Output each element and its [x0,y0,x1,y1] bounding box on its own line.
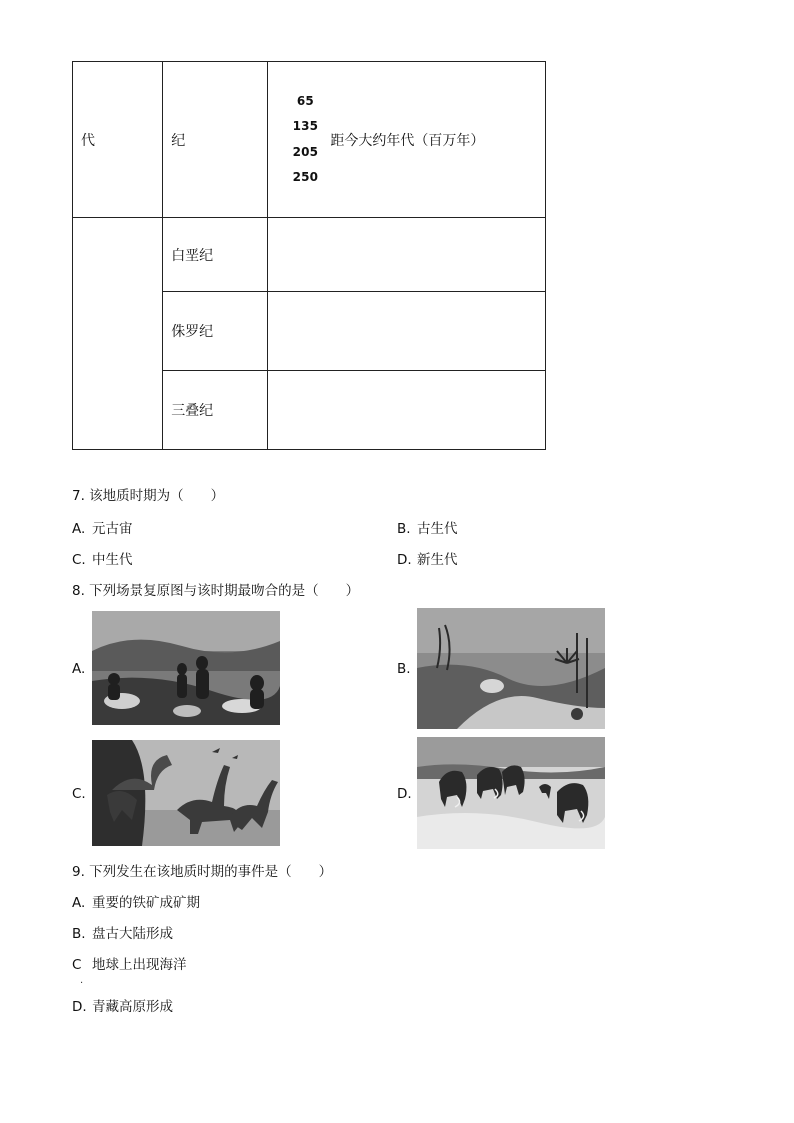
period-cell: 侏罗纪 [163,292,268,371]
period-cell: 三叠纪 [163,371,268,450]
q7-option-b[interactable] [397,520,458,538]
option-text: 中生代 [92,552,133,568]
mammoth-herd-image[interactable] [417,737,605,849]
q9-option-c[interactable] [72,956,187,974]
option-text: 新生代 [417,552,458,568]
option-letter: D. [397,552,412,568]
option-text: 青藏高原形成 [92,999,173,1015]
years-cell-empty [268,292,546,371]
option-text: 地球上出现海洋 [92,957,187,973]
geologic-time-table [72,61,546,450]
option-letter: C [72,957,82,973]
years-cell-empty [268,371,546,450]
q9-option-a[interactable] [72,894,200,912]
dinosaur-illustration [92,740,280,846]
stray-mark: . [80,975,84,986]
q9-option-b[interactable] [72,925,173,943]
sea-floor-illustration [417,608,605,729]
year-tick: 135 [292,119,319,133]
years-cell-empty [268,218,546,292]
q7-stem: 7. 该地质时期为（ ） [72,488,225,504]
q7-option-c[interactable] [72,551,133,569]
q9-stem: 9. 下列发生在该地质时期的事件是（ ） [72,864,333,880]
q7-option-a[interactable] [72,520,133,538]
option-letter: A. [72,895,86,911]
q7-option-d[interactable] [397,551,458,569]
option-letter: B. [72,926,86,942]
option-text: 盘古大陆形成 [92,926,173,942]
ancient-sea-floor-image[interactable] [417,608,605,729]
q8-stem: 8. 下列场景复原图与该时期最吻合的是（ ） [72,583,360,599]
option-text: 元古宙 [92,521,133,537]
mammoth-illustration [417,737,605,849]
period-cell: 白垩纪 [163,218,268,292]
option-letter: A. [72,521,86,537]
option-letter: C. [72,552,86,568]
option-letter: B. [397,521,411,537]
option-letter: D. [72,999,87,1015]
early-humans-illustration [92,611,280,725]
table-header-row [73,62,546,218]
q8-label-d: D. [397,786,412,802]
period-header: 纪 [163,62,268,218]
q8-label-c: C. [72,786,86,802]
option-text: 重要的铁矿成矿期 [92,895,200,911]
era-header: 代 [73,62,163,218]
q8-label-a: A. [72,661,86,677]
years-scale [280,89,330,191]
year-tick: 205 [292,144,319,159]
option-text: 古生代 [417,521,458,537]
table-row [73,218,546,292]
years-header-cell [268,62,546,218]
year-tick: 65 [296,93,314,108]
sauropod-dinosaur-image[interactable] [92,740,280,846]
era-cell-empty [73,218,163,450]
q9-option-d[interactable] [72,998,173,1016]
year-tick: 250 [292,170,319,184]
years-title: 距今大约年代（百万年） [330,132,485,149]
early-humans-image[interactable] [92,611,280,725]
q8-label-b: B. [397,661,411,677]
